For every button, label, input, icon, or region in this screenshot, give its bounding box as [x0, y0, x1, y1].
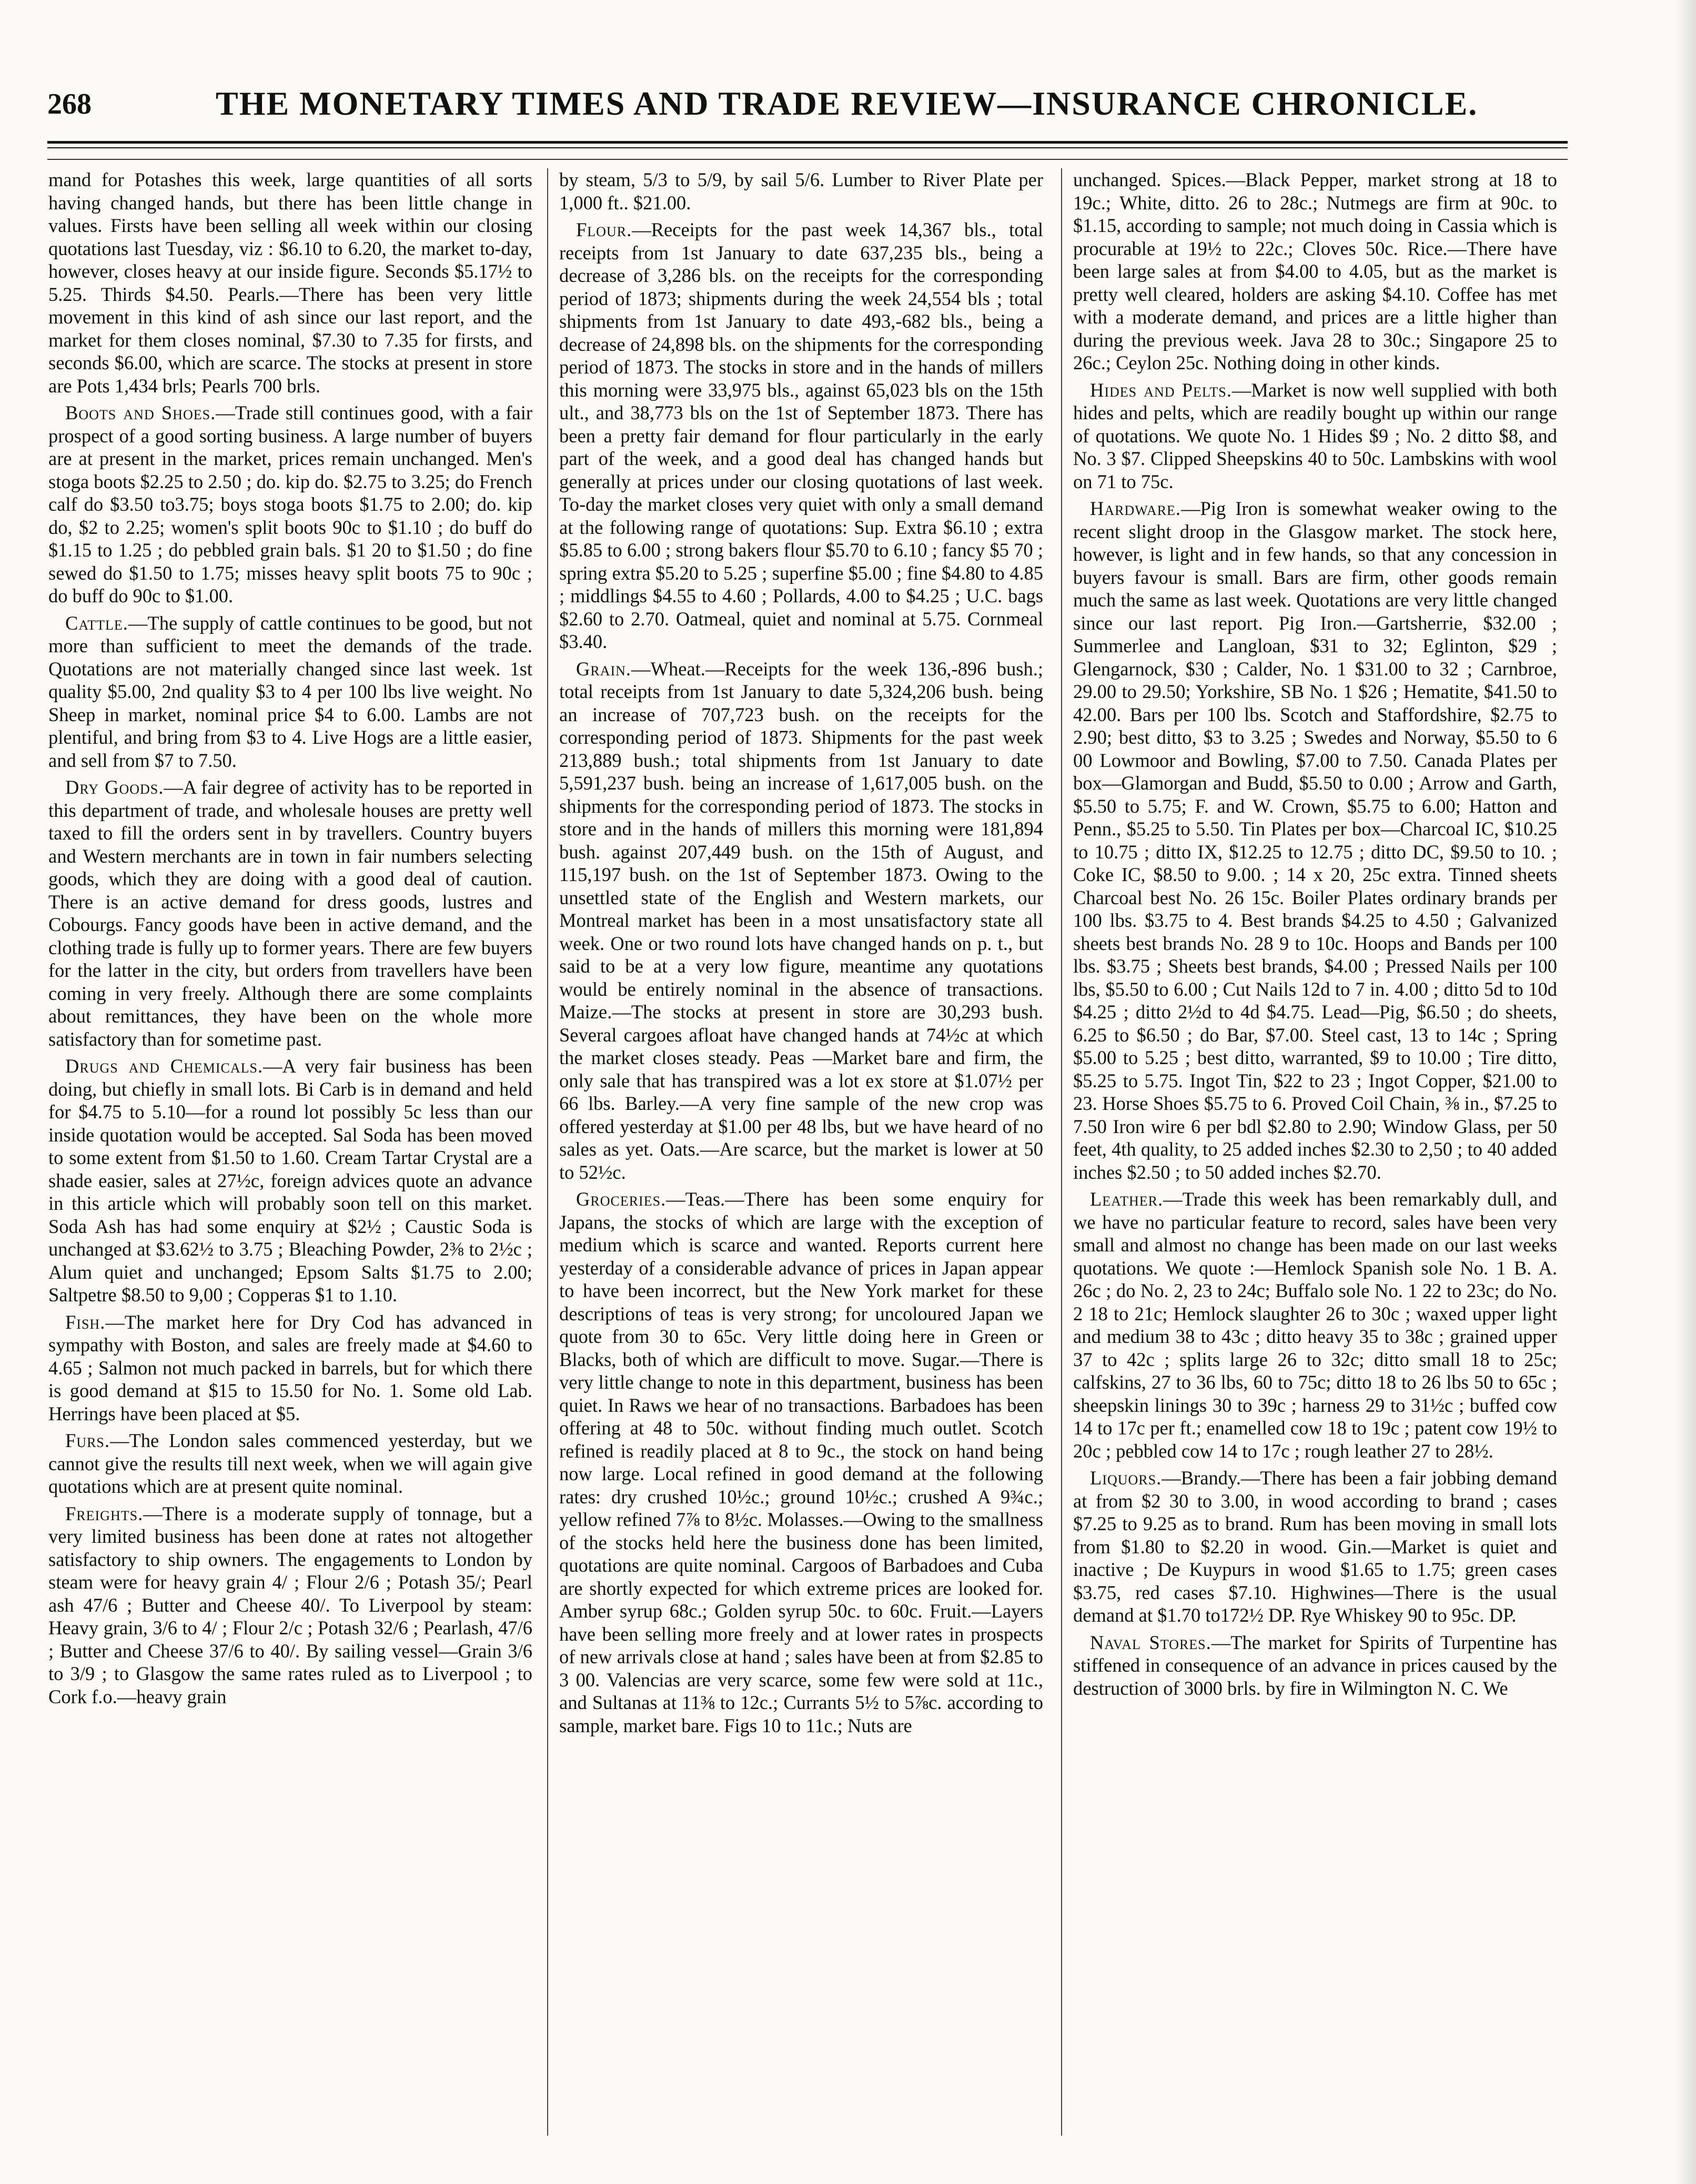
column-divider: [547, 168, 548, 2136]
text-column-1: [48, 168, 532, 2146]
paragraph-leather: Leather.—Trade this week has been remarkably dull, and we have no particular feature to record, sales have been very small and almost no change has been made on our last weeks quotations. We quote :—Hemlock Spanish sole No. 1 B. A. 26c ; do No. 2, 23 to 24c; Buffalo sole No. 1 22 to 23c; do No. 2 18 to 21c; Hemlock slaughter 26 to 30c ; waxed upper light and medium 38 to 43c ; ditto heavy 35 to 38c ; grained upper 37 to 42c ; splits large 26 to 32c; ditto small 18 to 25c; calfskins, 27 to 36 lbs, 60 to 75c; ditto 18 to 26 lbs 50 to 65c ; sheepskin linings 30 to 39c ; harness 29 to 31½c ; buffed cow 14 to 17c per ft.; enamelled cow 18 to 19c ; patent cow 19½ to 20c ; pebbled cow 14 to 17c ; rough leather 27 to 28½.: [1073, 1188, 1557, 1462]
paragraph-cattle: Cattle.—The supply of cattle continues to be good, but not more than sufficient to meet the demands of the trade. Quotations are not materially changed since last week. 1st quality $5.00, 2nd quality $3 to 4 per 100 lbs live weight. No Sheep in market, nominal price $4 to 6.00. Lambs are not plentiful, and bring from $3 to 4. Live Hogs are a little easier, and sell from $7 to 7.50.: [48, 612, 532, 771]
page-title: THE MONETARY TIMES AND TRADE REVIEW—INSURANCE CHRONICLE.: [216, 85, 1478, 122]
paragraph-hides-and-pelts: Hides and Pelts.—Market is now well supplied with both hides and pelts, which are readily bought up within our range of quotations. We quote No. 1 Hides $9 ; No. 2 ditto $8, and No. 3 $7. Clipped Sheepskins 40 to 50c. Lambskins with wool on 71 to 75c.: [1073, 379, 1557, 492]
paragraph-freights: Freights.—There is a moderate supply of tonnage, but a very limited business has been done at rates not altogether satisfactory to ship owners. The engagements to London by steam were for heavy grain 4/ ; Flour 2/6 ; Potash 35/; Pearl ash 47/6 ; Butter and Cheese 40/. To Liverpool by steam: Heavy grain, 3/6 to 4/ ; Flour 2/c ; Potash 32/6 ; Pearlash, 47/6 ; Butter and Cheese 37/6 to 40/. By sailing vessel—Grain 3/6 to 3/9 ; to Glasgow the same rates ruled as to Liverpool ; to Cork f.o.—heavy grain: [48, 1502, 532, 1707]
text-column-3: [1073, 168, 1557, 2146]
paragraph: by steam, 5/3 to 5/9, by sail 5/6. Lumber to River Plate per 1,000 ft.. $21.00.: [559, 169, 1043, 214]
page-number: 268: [47, 88, 92, 120]
paragraph-groceries: Groceries.—Teas.—There has been some enquiry for Japans, the stocks of which are large with the exception of medium which is scarce and wanted. Reports current here yesterday of a considerable advance of prices in Japan appear to have been incorrect, but the New York market for these descriptions of teas is very strong; for uncoloured Japan we quote from 30 to 65c. Very little doing here in Green or Blacks, both of which are difficult to move. Sugar.—There is very little change to note in this department, business has been quiet. In Raws we hear of no transactions. Barbadoes has been offering at 48 to 50c. without finding much outlet. Scotch refined is readily placed at 8 to 9c., the stock on hand being now large. Local refined in good demand at the following rates: dry crushed 10½c.; ground 10½c.; crushed A 9¾c.; yellow refined 7⅞ to 8½c. Molasses.—Owing to the smallness of the stocks held here the business done has been limited, quotations are quite nominal. Cargoos of Barbadoes and Cuba are shortly expected for which extreme prices are looked for. Amber syrup 68c.; Golden syrup 50c. to 60c. Fruit.—Layers have been selling more freely and at lower rates in prospects of new arrivals close at hand ; sales have been at from $2.85 to 3 00. Valencias are very scarce, some few were sold at 11c., and Sultanas at 11⅜ to 12c.; Currants 5½ to 5⅞c. according to sample, market bare. Figs 10 to 11c.; Nuts are: [559, 1188, 1043, 1736]
paragraph: unchanged. Spices.—Black Pepper, market strong at 18 to 19c.; White, ditto. 26 to 28c.; Nutmegs are firm at 90c. to $1.15, according to sample; not much doing in Cassia which is procurable at 19½ to 22c.; Cloves 50c. Rice.—There have been large sales at from $4.00 to 4.05, but as the market is pretty well cleared, holders are asking $4.10. Coffee has met with a moderate demand, and prices are a little higher than during the previous week. Java 28 to 30c.; Singapore 25 to 26c.; Ceylon 25c. Nothing doing in other kinds.: [1073, 169, 1557, 373]
column-divider: [1061, 168, 1062, 2136]
paragraph: mand for Potashes this week, large quantities of all sorts having changed hands, but there has been little change in values. Firsts have been selling all week within our closing quotations last Tuesday, viz : $6.10 to 6.20, the market to-day, however, closes heavy at our inside figure. Seconds $5.17½ to 5.25. Thirds $4.50. Pearls.—There has been very little movement in this kind of ash since our last report, and the market for them closes nominal, $7.30 to 7.35 for firsts, and seconds $6.00, which are scarce. The stocks at present in store are Pots 1,434 brls; Pearls 700 brls.: [48, 169, 532, 397]
paragraph-dry-goods: Dry Goods.—A fair degree of activity has to be reported in this department of trade, and wholesale houses are pretty well taxed to fill the orders sent in by travellers. Country buyers and Western merchants are in town in fair numbers selecting goods, which they are doing with a good deal of caution. There is an active demand for dress goods, lustres and Cobourgs. Fancy goods have been in active demand, and the clothing trade is fully up to former years. There are few buyers for the latter in the city, but orders from travellers have been coming in very freely. Although there are some complaints about remittances, they have been on the whole more satisfactory than for sometime past.: [48, 776, 532, 1050]
header-rule-thin: [47, 147, 1568, 148]
paragraph-naval-stores: Naval Stores.—The market for Spirits of Turpentine has stiffened in consequence of an advance in prices caused by the destruction of 3000 brls. by fire in Wilmington N. C. We: [1073, 1631, 1557, 1699]
paragraph-furs: Furs.—The London sales commenced yesterday, but we cannot give the results till next week, when we will again give quotations which are at present quite nominal.: [48, 1430, 532, 1497]
text-column-2: [559, 168, 1043, 2146]
paragraph-boots-and-shoes: Boots and Shoes.—Trade still continues good, with a fair prospect of a good sorting business. A large number of buyers are at present in the market, prices remain unchanged. Men's stoga boots $2.25 to 2.50 ; do. kip do. $2.75 to 3.25; do French calf do $3.50 to3.75; boys stoga boots $1.75 to 2.00; do. kip do, $2 to 2.25; women's split boots 90c to $1.10 ; do buff do $1.15 to 1.25 ; do pebbled grain bals. $1 20 to $1.50 ; do fine sewed do $1.50 to 1.75; misses heavy split boots 75 to 90c ; do buff do 90c to $1.00.: [48, 402, 532, 606]
header-rule: [47, 141, 1568, 144]
paragraph-fish: Fish.—The market here for Dry Cod has advanced in sympathy with Boston, and sales are freely made at $4.60 to 4.65 ; Salmon not much packed in barrels, but for which there is good demand at $15 to 15.50 for No. 1. Some old Lab. Herrings have been placed at $5.: [48, 1311, 532, 1424]
column-top-rule: [47, 159, 1568, 160]
paragraph-grain: Grain.—Wheat.—Receipts for the week 136,-896 bush.; total receipts from 1st January to date 5,324,206 bush. being an increase of 707,723 bush. on the receipts for the corresponding period of 1873. Shipments for the past week 213,889 bush.; total shipments from 1st January to date 5,591,237 bush. being an increase of 1,617,005 bush. on the shipments for the corresponding period of 1873. The stocks in store and in the hands of millers this morning were 181,894 bush. against 207,449 bush. on the 15th of August, and 115,197 bush. on the 1st of September 1873. Owing to the unsettled state of the English and Western markets, our Montreal market has been in a most unsatisfactory state all week. One or two round lots have changed hands on p. t., but said to be at a very low figure, meantime any quotations would be entirely nominal in the absence of transactions. Maize.—The stocks at present in store are 30,293 bush. Several cargoes afloat have changed hands at 74½c at which the market closes steady. Peas —Market bare and firm, the only sale that has transpired was a lot ex store at $1.07½ per 66 lbs. Barley.—A very fine sample of the new crop was offered yesterday at $1.00 per 48 lbs, but we have heard of no sales as yet. Oats.—Are scarce, but the market is lower at 50 to 52½c.: [559, 658, 1043, 1183]
page-header: [47, 79, 1562, 137]
paragraph-drugs-and-chemicals: Drugs and Chemicals.—A very fair business has been doing, but chiefly in small lots. Bi Carb is in demand and held for $4.75 to 5.10—for a round lot possibly 5c less than our inside quotation would be accepted. Sal Soda has been moved to some extent from $1.50 to 1.60. Cream Tartar Crystal are a shade easier, sales at 27½c, foreign advices quote an advance in this article which will probably soon tell on this market. Soda Ash has had some enquiry at $2½ ; Caustic Soda is unchanged at $3.62½ to 3.75 ; Bleaching Powder, 2⅜ to 2½c ; Alum quiet and unchanged; Epsom Salts $1.75 to 2.00; Saltpetre $8.50 to 9,00 ; Copperas $1 to 1.10.: [48, 1055, 532, 1306]
page-edge-shadow: [1675, 0, 1696, 2184]
paragraph-liquors: Liquors.—Brandy.—There has been a fair jobbing demand at from $2 30 to 3.00, in wood according to brand ; cases $7.25 to 9.25 as to brand. Rum has been moving in small lots from $1.80 to $2.20 in wood. Gin.—Market is quiet and inactive ; De Kuypurs in wood $1.65 to 1.75; green cases $3.75, red cases $7.10. Highwines—There is the usual demand at $1.70 to172½ DP. Rye Whiskey 90 to 95c. DP.: [1073, 1467, 1557, 1626]
paragraph-hardware: Hardware.—Pig Iron is somewhat weaker owing to the recent slight droop in the Glasgow market. The stock here, however, is light and in few hands, so that any concession in buyers favour is small. Bars are firm, other goods remain much the same as last week. Quotations are very little changed since our last report. Pig Iron.—Gartsherrie, $32.00 ; Summerlee and Langloan, $31 to 32; Eglinton, $29 ; Glengarnock, $30 ; Calder, No. 1 $31.00 to 32 ; Carnbroe, 29.00 to 29.50; Yorkshire, SB No. 1 $26 ; Hematite, $41.50 to 42.00. Bars per 100 lbs. Scotch and Staffordshire, $2.75 to 2.90; best ditto, $3 to 3.25 ; Swedes and Norway, $5.50 to 6 00 Lowmoor and Bowling, $7.00 to 7.50. Canada Plates per box—Glamorgan and Budd, $5.50 to 0.00 ; Arrow and Garth, $5.50 to 5.75; F. and W. Crown, $5.75 to 6.00; Hatton and Penn., $5.25 to 5.50. Tin Plates per box—Charcoal IC, $10.25 to 10.75 ; ditto IX, $12.25 to 12.75 ; ditto DC, $9.50 to 10. ; Coke IC, $8.50 to 9.00. ; 14 x 20, 25c extra. Tinned sheets Charcoal best No. 26 15c. Boiler Plates ordinary brands per 100 lbs. $3.75 to 4. Best brands $4.25 to 4.50 ; Galvanized sheets best brands No. 28 9 to 10c. Hoops and Bands per 100 lbs. $3.75 ; Sheets best brands, $4.00 ; Pressed Nails per 100 lbs, $5.50 to 6.00 ; Cut Nails 12d to 7 in. 4.00 ; ditto 5d to 10d $4.25 ; ditto 2½d to 4d $4.75. Lead—Pig, $6.50 ; do sheets, 6.25 to $6.50 ; do Bar, $7.00. Steel cast, 13 to 14c ; Spring $5.00 to 5.25 ; best ditto, warranted, $9 to 10.00 ; Tire ditto, $5.25 to 5.75. Ingot Tin, $22 to 23 ; Ingot Copper, $21.00 to 23. Horse Shoes $5.75 to 6. Proved Coil Chain, ⅜ in., $7.25 to 7.50 Iron wire 6 per bdl $2.80 to 2.90; Window Glass, per 50 feet, 4th quality, to 25 added inches $2.30 to 2,50 ; to 40 added inches $2.50 ; to 50 added inches $2.70.: [1073, 498, 1557, 1183]
paragraph-flour: Flour.—Receipts for the past week 14,367 bls., total receipts from 1st January to date 637,235 bls., being a decrease of 3,286 bls. on the receipts for the corresponding period of 1873; shipments during the week 24,554 bls ; total shipments from 1st January to date 493,-682 bls., being a decrease of 24,898 bls. on the shipments for the corresponding period of 1873. The stocks in store and in the hands of millers this morning were 33,975 bls., against 65,023 bls on the 15th ult., and 38,773 bls on the 1st of September 1873. There has been a pretty fair demand for flour particularly in the early part of the week, and a good deal has changed hands but generally at prices under our closing quotations of last week. To-day the market closes very quiet with only a small demand at the following range of quotations: Sup. Extra $6.10 ; extra $5.85 to 6.00 ; strong bakers flour $5.70 to 6.10 ; fancy $5 70 ; spring extra $5.20 to 5.25 ; superfine $5.00 ; fine $4.80 to 4.85 ; middlings $4.55 to 4.60 ; Pollards, 4.00 to $4.25 ; U.C. bags $2.60 to 2.70. Oatmeal, quiet and nominal at 5.75. Cornmeal $3.40.: [559, 219, 1043, 652]
